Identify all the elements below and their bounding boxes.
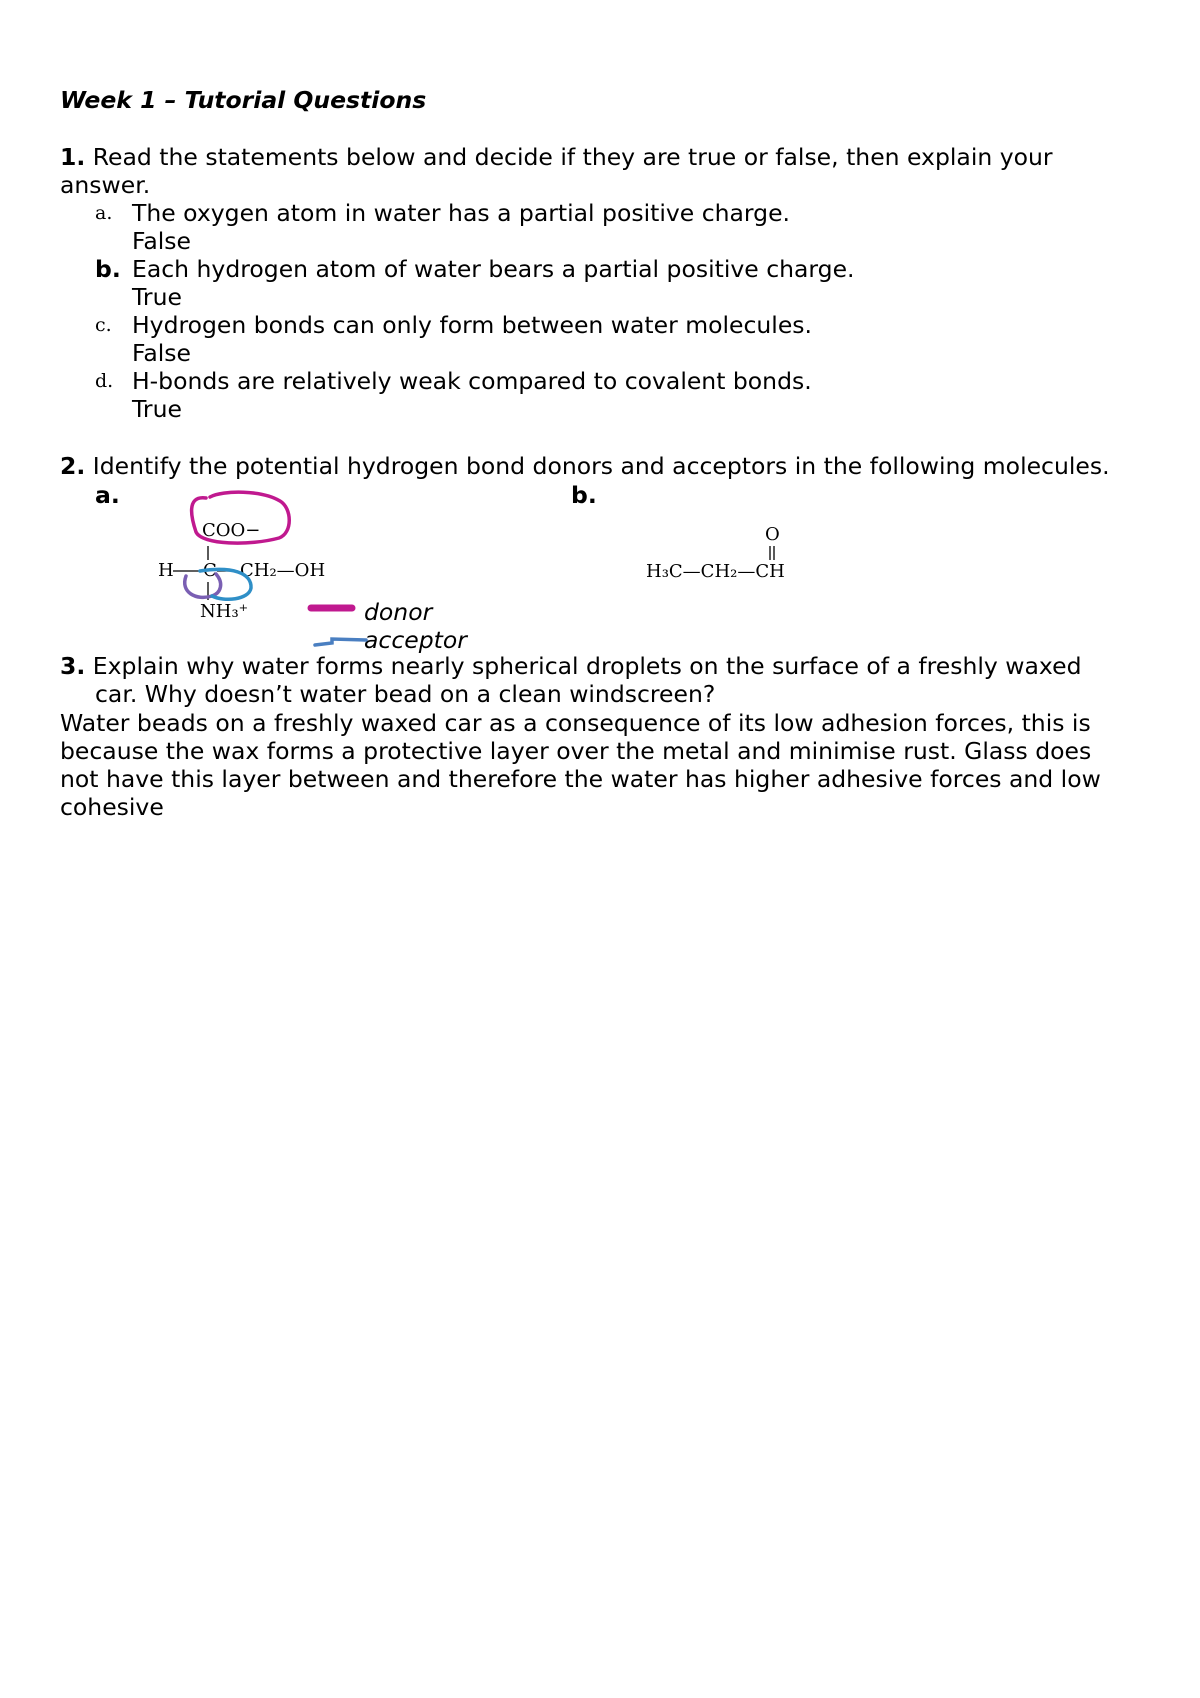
item-c-answer: False <box>132 339 191 367</box>
molecule-a-label: a. <box>95 481 120 509</box>
item-a-answer: False <box>132 227 191 255</box>
item-d-answer: True <box>132 395 182 423</box>
item-b-label: b. <box>95 255 121 283</box>
donor-annotation-circle <box>192 492 290 543</box>
carbonyl-oxygen: O <box>765 524 780 545</box>
question-2-number: 2. <box>60 452 86 480</box>
item-a-label: a. <box>95 202 113 224</box>
question-3-number: 3. <box>60 652 86 680</box>
document-title: Week 1 – Tutorial Questions <box>60 86 427 114</box>
hydroxymethyl-side-chain: CH₂—OH <box>240 560 326 581</box>
question-1-text: Read the statements below and decide if they are true or false, then explain your <box>92 143 1053 171</box>
item-a-statement: The oxygen atom in water has a partial positive charge. <box>132 199 791 227</box>
item-c-statement: Hydrogen bonds can only form between water molecules. <box>132 311 812 339</box>
item-d-statement: H-bonds are relatively weak compared to covalent bonds. <box>132 367 812 395</box>
item-d-label: d. <box>95 370 114 392</box>
alpha-carbon: C <box>203 560 217 581</box>
molecule-b-label: b. <box>571 481 597 509</box>
question-3-prompt-continued: car. Why doesn’t water bead on a clean windscreen? <box>95 680 716 708</box>
acceptor-legend-swatch <box>315 639 366 645</box>
question-2-text: Identify the potential hydrogen bond donors and acceptors in the following molecules. <box>92 452 1110 480</box>
question-3-text: Explain why water forms nearly spherical droplets on the surface of a freshly waxed <box>92 652 1082 680</box>
propanal-chain: H₃C—CH₂—CH <box>646 561 785 582</box>
item-b-answer: True <box>132 283 182 311</box>
answer-line-4: cohesive <box>60 793 164 821</box>
carboxylate-group: COO− <box>202 520 261 541</box>
donor-legend-label: donor <box>364 598 433 626</box>
answer-line-2: because the wax forms a protective layer over the metal and minimise rust. Glass does <box>60 737 1092 765</box>
hydrogen-atom: H <box>158 560 174 581</box>
item-c-label: c. <box>95 314 112 336</box>
question-1-prompt-continued: answer. <box>60 171 151 199</box>
question-3-prompt <box>60 652 1082 680</box>
answer-line-3: not have this layer between and therefore the water has higher adhesive forces and low <box>60 765 1101 793</box>
answer-line-1: Water beads on a freshly waxed car as a consequence of its low adhesion forces, this is <box>60 709 1091 737</box>
amino-group: NH₃⁺ <box>200 601 249 622</box>
acceptor-annotation-hook <box>185 574 221 597</box>
question-1-number: 1. <box>60 143 86 171</box>
acceptor-legend-label: acceptor <box>364 626 467 654</box>
item-b-statement: Each hydrogen atom of water bears a partial positive charge. <box>132 255 855 283</box>
